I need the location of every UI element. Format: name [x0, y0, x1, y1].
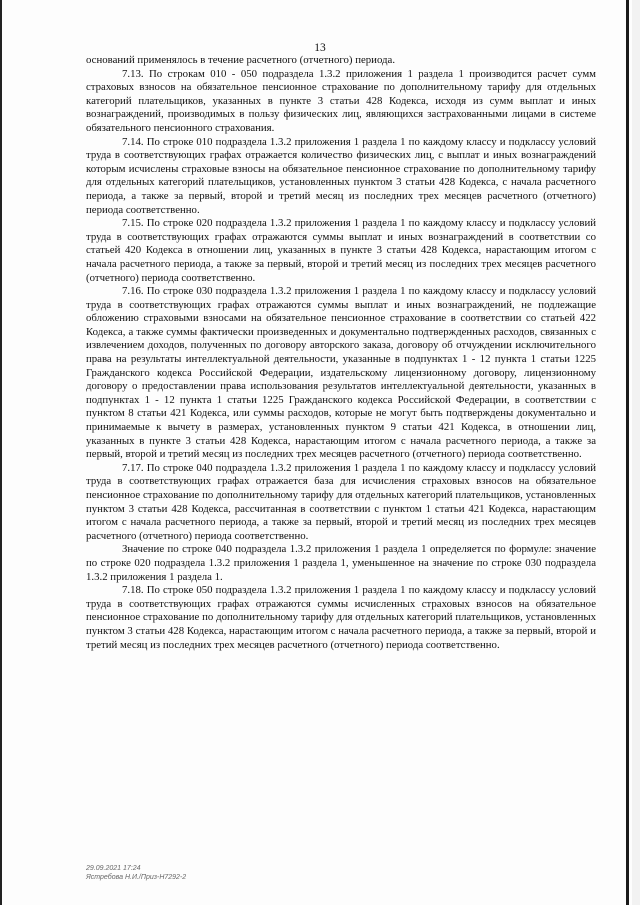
- paragraph-continuation: оснований применялось в течение расчетного (отчетного) периода.: [86, 54, 396, 66]
- document-body: [86, 54, 596, 652]
- page-footer: [86, 864, 186, 882]
- footer-timestamp: 29.09.2021 17:24: [86, 865, 141, 872]
- paragraph-7-14: 7.14. По строке 010 подраздела 1.3.2 приложения 1 раздела 1 по каждому классу и подклассу условий труда в соответствующих графах отражается количество физических лиц, с выплат и иных вознаграждений которым исчислены страховые взносы на обязательное пенсионное страхование по дополнительному тарифу для отдельных категорий плательщиков, установленных пунктом 3 статьи 428 Кодекса, с начала расчетного периода, а также за первый, второй и третий месяц из последних трех месяцев расчетного (отчетного) периода соответственно.: [86, 135, 596, 216]
- paragraph-7-16: 7.16. По строке 030 подраздела 1.3.2 приложения 1 раздела 1 по каждому классу и подклассу условий труда в соответствующих графах отражаются суммы выплат и иных вознаграждений, не подлежащие обложению страховыми взносами на обязательное пенсионное страхование в соответствии со статьей 422 Кодекса, а также суммы фактически произведенных и документально подтвержденных расходов, связанных с извлечением доходов, полученных по договору авторского заказа, договору об отчуждении исключительного права на результаты интеллектуальной деятельности, указанные в подпунктах 1 - 12 пункта 1 статьи 1225 Гражданского кодекса Российской Федерации, издательскому лицензионному договору, лицензионному договору о предоставлении права использования результатов интеллектуальной деятельности, указанных в подпунктах 1 - 12 пункта 1 статьи 1225 Гражданского кодекса Российской Федерации, в соответствии с пунктом 8 статьи 421 Кодекса, или суммы расходов, которые не могут быть подтверждены документально и принимаемые к вычету в размерах, установленных пунктом 9 статьи 421 Кодекса, в отношении лиц, указанных в пункте 3 статьи 428 Кодекса, нарастающим итогом с начала расчетного периода, а также за первый, второй и третий месяц из последних трех месяцев расчетного (отчетного) периода соответственно.: [86, 285, 596, 461]
- paragraph-7-13: 7.13. По строкам 010 - 050 подраздела 1.3.2 приложения 1 раздела 1 производится расчет сумм страховых взносов на обязательное пенсионное страхование по дополнительному тарифу для отдельных категорий плательщиков, указанных в пункте 3 статьи 428 Кодекса, исходя из сумм выплат и иных вознаграждений, производимых в пользу физических лиц, являющихся застрахованными лицами в системе обязательного пенсионного страхования.: [86, 67, 596, 134]
- scan-border-left: [0, 0, 2, 905]
- scan-margin-right: [632, 0, 640, 905]
- paragraph-7-15: 7.15. По строке 020 подраздела 1.3.2 приложения 1 раздела 1 по каждому классу и подклассу условий труда в соответствующих графах отражаются суммы выплат и иных вознаграждений в соответствии со статьей 420 Кодекса в отношении лиц, указанных в пункте 3 статьи 428 Кодекса, нарастающим итогом с начала расчетного периода, а также за первый, второй и третий месяц из последних трех месяцев расчетного (отчетного) периода соответственно.: [86, 217, 596, 284]
- page-number: 13: [314, 42, 326, 54]
- paragraph-7-18: 7.18. По строке 050 подраздела 1.3.2 приложения 1 раздела 1 по каждому классу и подклассу условий труда в соответствующих графах отражаются суммы исчисленных страховых взносов на обязательное пенсионное страхование по дополнительному тарифу для отдельных категорий плательщиков, установленных пунктом 3 статьи 428 Кодекса, нарастающим итогом с начала расчетного периода, а также за первый, второй и третий месяц из последних трех месяцев расчетного (отчетного) периода соответственно.: [86, 584, 596, 651]
- footer-reference: Ястребова Н.И./Приз-Н7292-2: [86, 874, 187, 881]
- scan-border-right: [626, 0, 629, 905]
- paragraph-formula: Значение по строке 040 подраздела 1.3.2 приложения 1 раздела 1 определяется по формуле: значение по строке 020 подраздела 1.3.2 приложения 1 раздела 1, уменьшенное на значение по строке 030 подраздела 1.3.2 приложения 1 раздела 1.: [86, 543, 596, 583]
- paragraph-7-17: 7.17. По строке 040 подраздела 1.3.2 приложения 1 раздела 1 по каждому классу и подклассу условий труда в соответствующих графах отражается база для исчисления страховых взносов на обязательное пенсионное страхование по дополнительному тарифу для отдельных категорий плательщиков, установленных пунктом 3 статьи 428 Кодекса, рассчитанная в соответствии с пунктом 1 статьи 421 Кодекса, нарастающим итогом с начала расчетного периода, а также за первый, второй и третий месяц из последних трех месяцев расчетного (отчетного) периода соответственно.: [86, 461, 596, 542]
